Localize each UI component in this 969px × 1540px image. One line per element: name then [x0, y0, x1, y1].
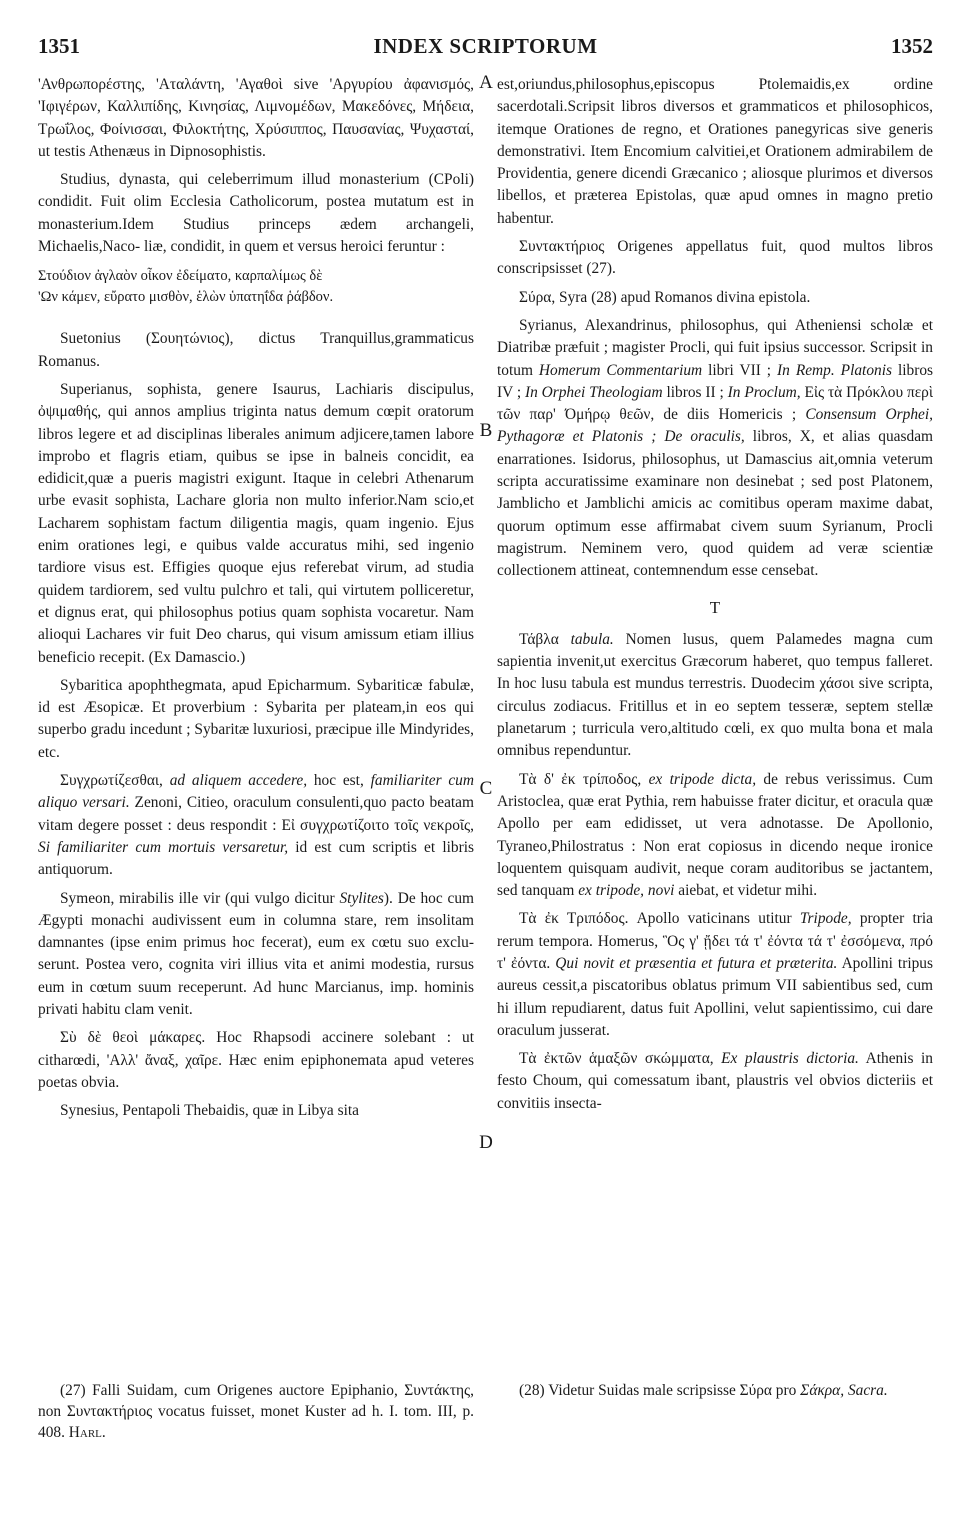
text-run: propter tria rerum tempora. Homerus, Ὃς γ' ᾔδει τά τ' ἐόντα τά τ' ἐσσόμενα, πρό τ' ἐόντα.	[497, 910, 933, 972]
entry-ex-plaustris	[497, 1048, 933, 1115]
entry-sy-de-theoi: Σὺ δὲ θεοὶ μάκαρες. Hoc Rhapsodi accinere solebant : ut citharœdi, 'Αλλ' ἄναξ, χαῖρε. Hæc enim epiphonemata apud veteres poetas obvia.	[38, 1029, 474, 1091]
italic-gloss: ad aliquem accedere,	[169, 772, 308, 790]
entry-sybaritica: Sybaritica apophthegmata, apud Epicharmum. Sybariticæ fabulæ, id est Æsopicæ. Et proverbium : Sybarita per plateam,in eos qui superbo gradu incedunt ; Sybaritæ luxuriosi, præcipue ille Mindyrides, etc.	[38, 676, 475, 761]
entry-tabla	[497, 629, 933, 763]
entry-ek-tripodos-apollo	[497, 908, 933, 1042]
text-run: Symeon, mirabilis ille vir (qui vulgo dicitur	[60, 889, 340, 907]
left-column	[38, 74, 474, 1128]
footnote-28	[497, 1380, 933, 1401]
text-run: aiebat, et videtur mihi.	[674, 882, 818, 900]
text-run: libros IV ;	[497, 361, 934, 401]
text-run: (28) Videtur Suidas male scripsisse Σύρα pro	[519, 1382, 801, 1399]
text-run: (27) Falli Suidam, cum Origenes auctore Epiphanio, Συντάκτης, non Συντακτήριος vocatus fuisset, monet Kuster ad h. I. tom. III, p. 408.	[38, 1382, 474, 1441]
italic-gloss: familiariter cum aliquo versari.	[38, 772, 474, 812]
entry-synchrotizesthai	[38, 770, 474, 881]
right-page-number: 1352	[891, 34, 933, 58]
entry-syrianus	[497, 315, 933, 583]
italic-gloss: Tripode,	[799, 910, 852, 928]
text-run: de rebus verissimus. Cum Aristoclea, quæ erat Pythia, rem habuisse frater dicitur, et oracula quæ Apollo per eam edidisset, ut vera adnotasse. De Apollonio, Tyraneo,Philostratus : Non erat copiosus in dicendo neque ironice loquentem quisquam audivit, neque coram auditoribus se jactantem, sed tanquam	[497, 770, 934, 900]
verse-line-1: Στούδιον ἀγλαὸν οἶκον ἐδείματο, καρπαλίμως δὲ	[38, 268, 323, 285]
italic-gloss: ex tripode dicta,	[648, 770, 757, 788]
entry-symeon	[38, 888, 474, 1022]
entry-synesius-cont: est,oriundus,philosophus,episcopus Ptolemaidis,ex ordine sacerdotali.Scripsit libros diversos et grammaticos et philosophicos, itemque Orationes de regno, et Orationes panegyricas sive generis demonstrativi. Item Encomium calvitiei,et Orationem admirabilem de Providentia, genere dicendi Græcanico ; aliosque plurimos et diversos libellos, et præterea Epistolas, quæ apud omnes in magno pretio habentur.	[497, 76, 933, 227]
verse-block	[38, 266, 474, 308]
text-run: ). De hoc cum Ægypti monachi audivissent eum in columna stare, rem insolitam damnantes (ipse enim primus hoc fecerat), eum ex cœtu suo exclu- serunt. Postea vero, cognita viri illius vita et animi modestia, rursus eum in cœtum suum receperunt. Ad hunc Marcianus, imp. hominis privati habitu clam venit.	[38, 889, 474, 1018]
text-run: Zenoni, Citieo, oraculum consulenti,quo pacto beatam vitam degere posset : deus respondit : Εἰ συγχρωτίζοιτο τοῖς νεκροῖς,	[38, 794, 474, 834]
text-run: Syrianus, Alexandrinus, philosophus, qui Atheniensi scholæ et Diatribæ præfuit ; magister Procli, qui fuit ipsius successor. Scripsit in totum	[497, 316, 933, 379]
italic-title: Consensum Orphei, Pythagoræ et Platonis ; De oraculis,	[497, 406, 933, 446]
italic-gloss: Si familiariter cum mortuis versaretur,	[38, 838, 289, 856]
headword: Τὰ ἐκ Τριπόδος. Apollo vaticinans utitur	[519, 910, 800, 928]
margin-letter-c: C	[479, 778, 493, 799]
footnote-28-text	[497, 1380, 933, 1401]
entry-synesius: Synesius, Pentapoli Thebaidis, quæ in Libya sita	[60, 1102, 359, 1120]
italic-gloss: Σάκρα, Sacra.	[800, 1382, 888, 1399]
right-column	[497, 74, 933, 1121]
editor-abbrev: Harl.	[68, 1424, 106, 1441]
italic-gloss: Qui novit et præsentia et futura et præterita.	[555, 954, 838, 972]
left-page-number: 1351	[38, 34, 80, 58]
text-run: libros, X, et alias quasdam enarrationes. Isidorus, philosophus, ut Damascius ait,omnia veterum scripta accuratissime examinare non desinebat ; sed post Platonem, Jamblicho et Jamblichi amicis ac comitibus operam maxime dabat, quorum optimum esse affirmabat civem suum Syrianum, Procli magistrum. Neminem vero, quod quidem ad veræ scientiæ collectionem attineat, contemnendum esse censebat.	[497, 428, 933, 580]
headword: Τὰ ἐκτῶν ἁμαξῶν σκώμματα,	[519, 1050, 722, 1068]
entry-syra: Σύρα, Syra (28) apud Romanos divina epistola.	[519, 288, 811, 306]
entry-studius: Studius, dynasta, qui celeberrimum illud monasterium (CPoli) condidit. Fuit olim Ecclesia Catholicorum, postea mutatum est in monasterium.Idem Studius princeps ædem archangeli, Michaelis,Naco- liæ, condidit, in quem et versus heroici feruntur :	[38, 171, 474, 256]
entry-aristophanes-plays: 'Ανθρωπορέστης, 'Αταλάντη, 'Αγαθοὶ sive 'Αργυρίου ἀφανισμός, 'Ιφιγέρων, Καλλιπίδης, Κινησίας, Λιμνομέδων, Μακεδόνες, Μήδεια, Τρωΐλος, Φοίνισσαι, Φιλοκτήτης, Χρύσιππος, Παυσανίας, Ψυχασταί, ut testis Athenæus in Dipnosophistis.	[38, 76, 474, 160]
headword: Τὰ δ' ἐκ τρίποδος,	[519, 770, 649, 788]
entry-ek-tripodos	[497, 769, 933, 903]
verse-line-2: 'Ων κάμεν, εὔρατο μισθὸν, ἑλὼν ὑπατηΐδα ῥάβδον.	[38, 289, 334, 306]
text-run: libros II ;	[662, 383, 728, 401]
italic-gloss: Stylites	[339, 889, 384, 907]
entry-superianus: Superianus, sophista, genere Isaurus, Lachiaris discipulus, ὀψιμαθής, qui annos amplius triginta natus demum cœpit oratorum libros legere et ad disciplinas liberales animum adjicere,tamen labore improbo et flagris etiam, quibus se ipse in balneis concidit, ea edidicit,quæ a pueris magistri exigunt. Itaque in celebri Athenarum urbe evasit sophista, Lachare gloria non multo inferior.Nam scio,et Lacharem sophistam factum diligentia magis, quam ingenio. Ejus enim orationes legi, e quibus valde accuratus mihi, sed ingenio tardiore visus est. Effigies quoque ejus referebat virum, ad studia quidem tardiorem, sed vultu pulchro et tali, qui virtutem polliceretur, et dignus erat, qui philosophus potius quam sophista vocaretur. Nam alioqui Lachares vir fuit Deo charus, qui visum amissum etiam illius beneficio recepit. (Ex Damascio.)	[38, 380, 474, 666]
entry-suetonius: Suetonius (Σουητώνιος), dictus Tranquillus,grammaticus Romanus.	[38, 330, 474, 370]
section-heading-t: T	[709, 597, 721, 617]
margin-letter-a: A	[479, 72, 493, 93]
footnote-27	[38, 1380, 474, 1443]
headword: Τάβλα	[519, 630, 571, 648]
italic-gloss: tabula.	[570, 630, 614, 648]
footnote-27-text	[38, 1380, 474, 1443]
running-title: INDEX SCRIPTORUM	[373, 34, 598, 58]
text-run: id est cum scriptis et libris antiquorum.	[38, 838, 474, 879]
page-header	[38, 34, 933, 64]
text-run: Athenis in festo Choum, qui comessatum ibant, plaustris vel obvios dicteriis et convitiis insecta-	[497, 1050, 933, 1112]
margin-letter-d: D	[479, 1132, 493, 1153]
italic-title: Homerum Commentarium	[538, 361, 703, 379]
margin-letter-b: B	[479, 420, 493, 441]
text-run: hoc est,	[307, 772, 371, 790]
text-run: libri VII ;	[702, 361, 778, 379]
italic-title: In Orphei Theologiam	[524, 383, 663, 401]
text-run: Nomen lusus, quem Palamedes magna cum sapientia invenit,ut exercitus Græcorum haberet, quo tempus falleret. In hoc lusu tabula est mundus terrestris. Duodecim χάσοι sive scripta, circulus zodiacus. Fritillus et in eo septem tesseræ, septem stellæ planetarum ; turricula vero,altitudo cœli, ex quo multa bona et mala omnibus rependuntur.	[497, 630, 933, 760]
italic-gloss: ex tripode, novi	[578, 882, 675, 900]
entry-syntakterios: Συντακτήριος Origenes appellatus fuit, quod multos libros conscripsisset (27).	[497, 238, 933, 278]
headword: Συγχρωτίζεσθαι,	[60, 772, 163, 790]
text-run: Εἰς τὰ Πρόκλου περὶ τῶν παρ' Όμήρῳ θεῶν, de diis Homericis ;	[497, 383, 933, 424]
text-run: Apollini tripus aureus cessit,a piscatoribus oblatus primum VII sabientibus sed, cum hi illum repudiarent, datus fuit Apollini, velut sapientissimo, cui dare oraculum jusserat.	[497, 954, 933, 1039]
italic-title: In Remp. Platonis	[777, 361, 892, 379]
italic-title: In Proclum,	[727, 383, 801, 401]
italic-gloss: Ex plaustris dictoria.	[721, 1050, 859, 1068]
